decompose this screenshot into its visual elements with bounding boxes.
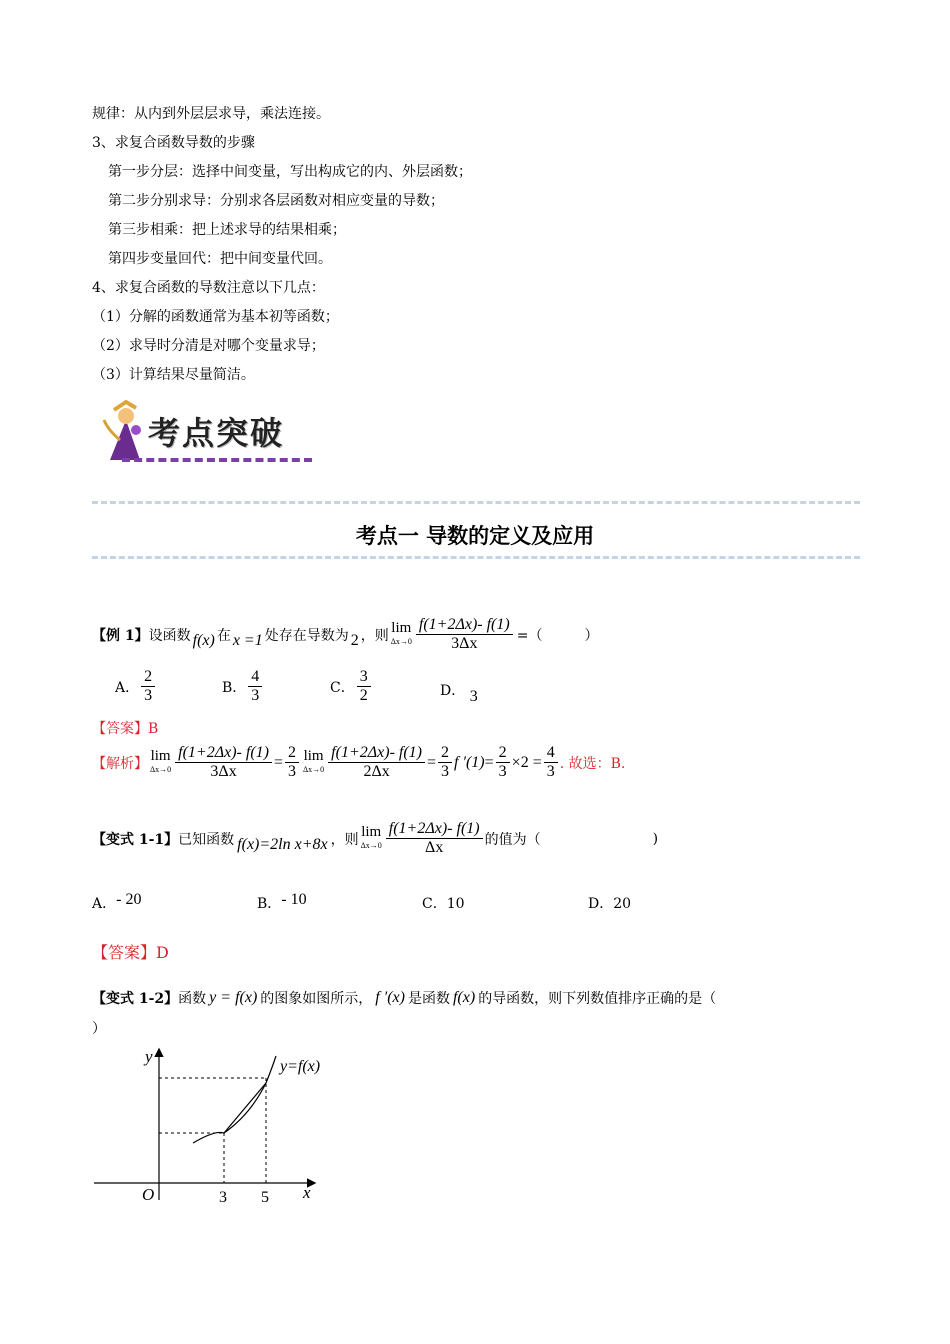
option-b <box>222 668 264 705</box>
example-1-analysis <box>92 744 625 781</box>
question-text: ) <box>652 830 659 847</box>
notes-heading: 4、求复合函数的导数注意以下几点： <box>92 280 325 296</box>
wizard-icon <box>100 400 150 466</box>
question-text: 函数 <box>178 991 207 1007</box>
variant-label: 【变式 1-2】 <box>92 991 179 1007</box>
function-fx: f(x) <box>452 989 476 1006</box>
v11-option-b <box>257 893 307 913</box>
option-label: C． <box>330 679 355 696</box>
curve <box>193 1056 276 1143</box>
x-axis-label: x <box>303 1183 311 1202</box>
lim-subscript: Δx→0 <box>150 764 172 774</box>
function-definition: y = f(x) <box>209 989 258 1006</box>
option-value: 3 <box>469 688 478 705</box>
numerator: f(1+2Δx)- f(1) <box>328 744 425 763</box>
answer-value: D <box>156 943 169 962</box>
derivative-at-1: f ′(1) <box>454 753 485 771</box>
lim-symbol: lim <box>391 619 412 636</box>
function-graph <box>90 1040 340 1210</box>
numerator: f(1+2Δx)- f(1) <box>386 820 483 839</box>
numerator: 4 <box>248 668 262 687</box>
times-two: ×2 = <box>511 753 542 771</box>
example-1-question <box>92 616 598 653</box>
option-fraction <box>248 668 262 705</box>
origin-label: O <box>142 1185 155 1204</box>
v11-option-a <box>92 893 141 913</box>
denominator: 3 <box>251 687 260 704</box>
secant-line <box>224 1083 266 1133</box>
banner-title: 考点突破 <box>148 414 285 452</box>
lim-subscript: Δx→0 <box>303 764 325 774</box>
function-fx: f(x) <box>192 631 215 649</box>
option-label: C． <box>422 896 447 912</box>
option-a <box>115 668 157 705</box>
option-label: B． <box>222 679 247 696</box>
question-text: ，则 <box>360 627 389 644</box>
option-value: - 10 <box>281 891 307 908</box>
question-text: 处存在导数为 <box>264 627 349 644</box>
option-c <box>330 668 373 705</box>
note-1: （1）分解的函数通常为基本初等函数； <box>92 309 339 325</box>
question-text: 在 <box>216 627 231 644</box>
option-value: - 20 <box>116 891 142 908</box>
equals: = <box>273 753 284 771</box>
step-2: 第二步分别求导：分别求各层函数对相应变量的导数； <box>108 193 444 209</box>
question-text: 已知函数 <box>178 831 235 848</box>
lim-subscript: Δx→0 <box>390 636 412 646</box>
derivative-function: f ′(x) <box>375 989 405 1006</box>
analysis-label: 【解析】 <box>92 755 148 772</box>
step-3: 第三步相乘：把上述求导的结果相乘； <box>108 222 346 238</box>
question-text: 的图象如图所示， <box>260 991 373 1007</box>
option-label: A． <box>115 679 140 696</box>
curve-label: y=f(x) <box>280 1058 321 1075</box>
variant-1-1-question <box>92 820 658 857</box>
example-1-label: 【例 1】 <box>92 627 149 644</box>
analysis-conclusion: . 故选：B. <box>559 755 626 772</box>
rule-line: 规律：从内到外层层求导，乘法连接。 <box>92 106 330 122</box>
option-fraction <box>357 668 371 705</box>
fraction <box>328 744 425 781</box>
denominator: 3 <box>546 763 555 780</box>
banner-underline <box>122 458 312 462</box>
numerator: 3 <box>357 668 371 687</box>
lim-symbol: lim <box>303 747 324 764</box>
option-label: B． <box>257 896 282 912</box>
function-definition: f(x)=2ln x+8x <box>237 835 328 853</box>
limit <box>150 749 171 777</box>
denominator: 3 <box>288 763 297 780</box>
lim-subscript: Δx→0 <box>360 840 382 850</box>
equals: = <box>427 753 437 771</box>
divider-top <box>92 501 860 504</box>
question-text: ，则 <box>330 831 359 848</box>
v11-option-c <box>422 893 465 913</box>
denominator: 3 <box>441 763 450 780</box>
fraction <box>175 744 272 781</box>
fraction <box>438 744 452 781</box>
denominator: 3 <box>498 763 507 780</box>
divider-bottom <box>92 556 860 559</box>
v11-option-d <box>588 893 631 913</box>
example-1-answer <box>92 718 158 738</box>
step-4: 第四步变量回代：把中间变量代回。 <box>108 251 332 267</box>
limit-fraction <box>416 616 513 653</box>
y-axis-label: y <box>145 1047 153 1066</box>
question-text: 是函数 <box>407 991 450 1007</box>
option-value: 10 <box>446 896 465 912</box>
denominator: 3Δx <box>210 763 237 780</box>
question-text: 的导函数，则下列数值排序正确的是（ <box>478 991 717 1007</box>
banner <box>100 398 315 470</box>
point-x: x =1 <box>232 631 263 649</box>
numerator: f(1+2Δx)- f(1) <box>175 744 272 763</box>
numerator: f(1+2Δx)- f(1) <box>416 616 513 635</box>
lim-symbol: lim <box>150 747 171 764</box>
numerator: 2 <box>285 744 299 763</box>
fraction <box>544 744 558 781</box>
option-label: D． <box>440 683 466 699</box>
numerator: 2 <box>438 744 452 763</box>
lim-symbol: lim <box>361 823 382 840</box>
tick-label-3: 3 <box>219 1189 227 1206</box>
limit-fraction <box>386 820 483 857</box>
variant-label: 【变式 1-1】 <box>92 831 179 848</box>
numerator: 2 <box>141 668 155 687</box>
denominator: 2 <box>359 687 368 704</box>
numerator: 2 <box>496 744 510 763</box>
answer-label: 【答案】 <box>92 943 157 962</box>
note-3: （3）计算结果尽量简洁。 <box>92 367 255 383</box>
denominator: Δx <box>425 839 444 856</box>
option-label: A． <box>92 896 117 912</box>
numerator: 4 <box>544 744 558 763</box>
denominator: 3Δx <box>451 635 478 652</box>
option-value: 20 <box>613 896 632 912</box>
limit <box>391 621 412 649</box>
limit <box>303 749 324 777</box>
fraction <box>496 744 510 781</box>
limit <box>361 825 382 853</box>
note-2: （2）求导时分清是对哪个变量求导； <box>92 338 325 354</box>
denominator: 2Δx <box>363 763 390 780</box>
section-title: 考点一 导数的定义及应用 <box>355 524 595 548</box>
answer-label: 【答案】 <box>92 721 148 737</box>
step-1: 第一步分层：选择中间变量，写出构成它的内、外层函数； <box>108 164 472 180</box>
steps-heading: 3、求复合函数导数的步骤 <box>92 135 255 151</box>
tick-label-5: 5 <box>261 1189 269 1206</box>
variant-1-1-answer <box>92 940 169 963</box>
option-label: D． <box>588 896 614 912</box>
question-text: 设函数 <box>148 627 191 644</box>
question-close-paren: ） <box>92 1021 106 1037</box>
answer-blank: =（ ） <box>516 627 599 644</box>
denominator: 3 <box>144 687 153 704</box>
variant-1-2-question <box>92 988 716 1008</box>
answer-value: B <box>148 721 159 737</box>
equals: = <box>484 753 494 771</box>
derivative-value: 2 <box>350 631 359 649</box>
fraction <box>285 744 299 781</box>
option-d <box>440 680 478 705</box>
option-fraction <box>141 668 155 705</box>
question-text: 的值为（ <box>484 831 541 848</box>
